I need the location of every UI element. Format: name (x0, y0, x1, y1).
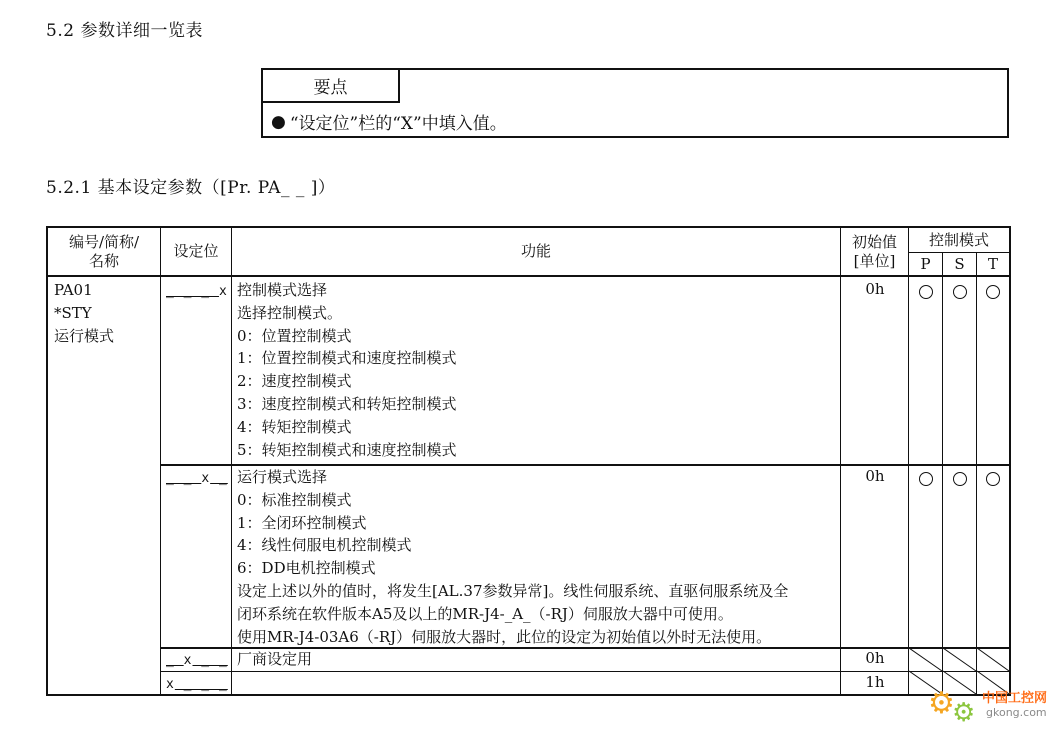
header-number-name: 编号/简称/ 名称 (68, 232, 140, 270)
mode-available-p (919, 285, 933, 299)
key-point-box (261, 68, 1009, 138)
watermark (928, 684, 1058, 736)
bullet-icon: ● (271, 111, 286, 132)
gear-icon: ⚙ (952, 698, 976, 728)
setting-digit: x _ _ _ (166, 677, 228, 692)
function-description: 运行模式选择 0：标准控制模式 1：全闭环控制模式 4：线性伺服电机控制模式 6：DD电机控制模式 设定上述以外的值时，将发生[AL.37参数异常]。线性伺服系统、直驱伺服系统及全 闭环系统在软件版本A5及以上的MR-J4-_A_（-RJ）伺服放大器中可使用。 使用MR-J4-03A6（-RJ）伺服放大器时，此位的设定为初始值以外时无法使用。 (237, 468, 789, 646)
setting-digit: _ _ x _ (166, 471, 228, 486)
param-abbr: *STY (54, 303, 92, 322)
initial-value: 0h (865, 649, 885, 667)
param-number: PA01 (54, 281, 93, 299)
key-point-line (271, 109, 507, 134)
header-setting-digit: 设定位 (173, 242, 219, 260)
param-name: 运行模式 (54, 326, 115, 345)
header-function: 功能 (520, 242, 551, 260)
watermark-site-url: gkong.com (986, 706, 1047, 719)
initial-value: 1h (865, 673, 885, 691)
setting-digit: _ _ _ x (166, 284, 228, 299)
mode-available-p (919, 472, 933, 486)
setting-digit: _ x _ _ (166, 653, 228, 668)
header-initial: 初始值 [单位] (851, 232, 897, 270)
parameter-table (46, 226, 1011, 696)
function-description: 厂商设定用 (237, 650, 313, 668)
header-mode-p: P (920, 254, 931, 273)
initial-value: 0h (865, 467, 885, 485)
param-identity (54, 279, 114, 347)
subsection-heading: 5.2.1 基本设定参数（[Pr. PA_ _ ]） (46, 178, 336, 198)
mode-available-t (986, 285, 1000, 299)
initial-value: 0h (865, 280, 885, 298)
header-control-mode: 控制模式 (928, 230, 989, 249)
mode-available-s (953, 285, 967, 299)
gear-icon: ⚙ (928, 686, 955, 721)
mode-available-s (953, 472, 967, 486)
header-mode-s: S (954, 254, 965, 273)
mode-available-t (986, 472, 1000, 486)
header-mode-t: T (987, 254, 998, 273)
watermark-site-name: 中国工控网 (982, 691, 1048, 706)
function-description: 控制模式选择 选择控制模式。 0：位置控制模式 1：位置控制模式和速度控制模式 2：速度控制模式 3：速度控制模式和转矩控制模式 4：转矩控制模式 5：转矩控制模式和速度控制模式 (237, 281, 457, 459)
key-point-tab: 要点 (263, 70, 400, 103)
key-point-text: “设定位”栏的“X”中填入值。 (289, 114, 507, 134)
section-heading: 5.2 参数详细一览表 (46, 21, 203, 41)
